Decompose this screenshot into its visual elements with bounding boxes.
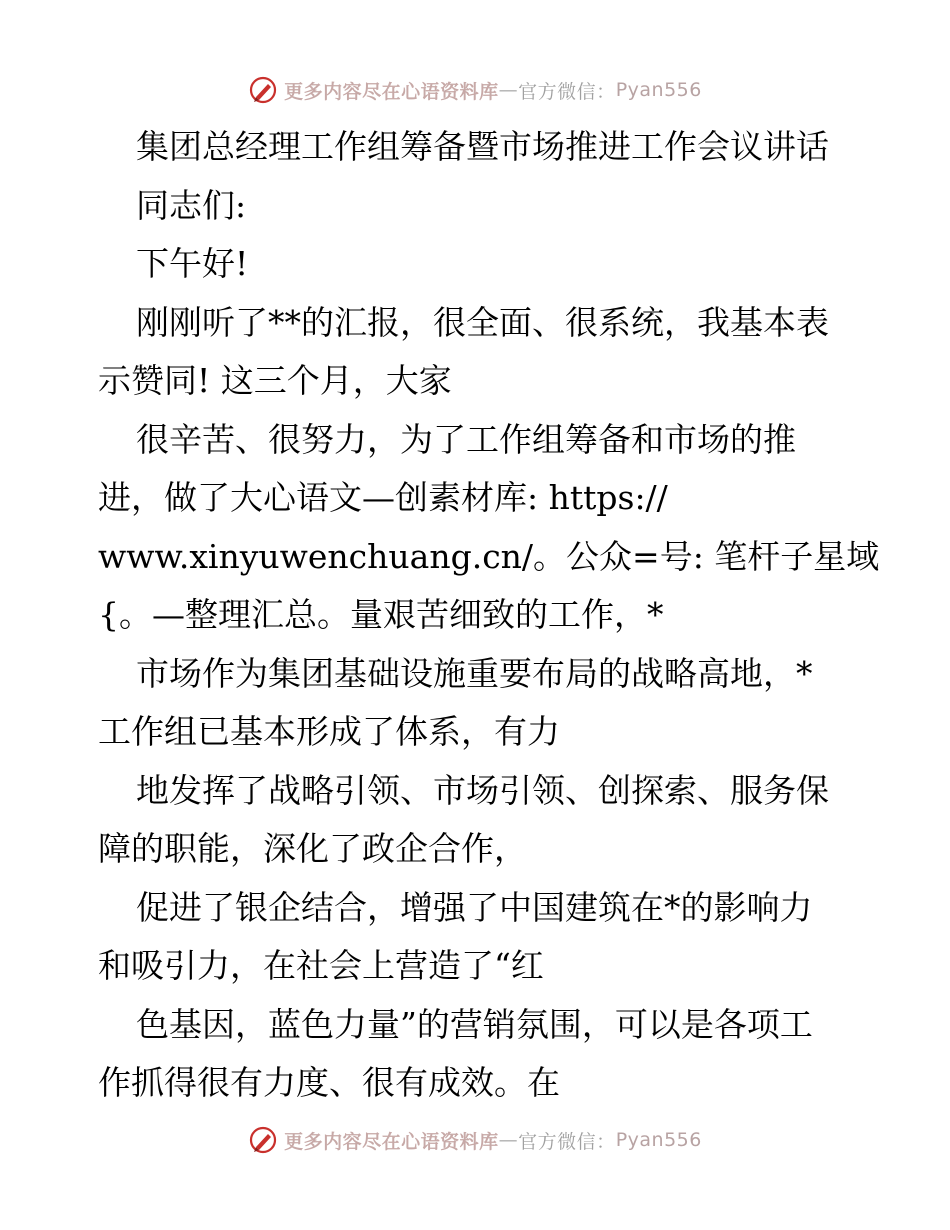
banner-main-text: 更多内容尽在心语资料库 xyxy=(284,1130,499,1153)
text-line: 作抓得很有力度、很有成效。在 xyxy=(98,1063,560,1102)
text-line: 工作组已基本形成了体系，有力 xyxy=(98,712,560,751)
text-line: 刚刚听了**的汇报，很全面、很系统，我基本表 xyxy=(136,302,829,342)
text-line: 下午好! xyxy=(136,244,249,283)
pen-logo-icon xyxy=(248,75,278,105)
banner-main-text: 更多内容尽在心语资料库 xyxy=(284,80,499,103)
text-line: 色基因，蓝色力量”的营销氛围，可以是各项工 xyxy=(136,1004,813,1044)
pen-logo-icon xyxy=(248,1125,278,1155)
banner-dash: — xyxy=(498,79,519,101)
speech-title: 集团总经理工作组筹备暨市场推进工作会议讲话 xyxy=(136,127,829,166)
text-line: 示赞同! 这三个月，大家 xyxy=(98,361,452,400)
text-line: 促进了银企结合，增强了中国建筑在*的影响力 xyxy=(136,887,813,927)
header-watermark-banner xyxy=(0,70,950,110)
speech-body xyxy=(0,118,950,1113)
banner-dash: — xyxy=(498,1129,519,1151)
banner-wechat-label: 官方微信： xyxy=(518,1130,616,1153)
banner-wechat-label: 官方微信： xyxy=(518,80,616,103)
text-line: 进，做了大心语文—创素材库: https:// xyxy=(98,478,668,517)
text-line: 和吸引力，在社会上营造了“红 xyxy=(98,946,544,985)
text-line: 市场作为集团基础设施重要布局的战略高地，* xyxy=(136,653,813,693)
text-line: {。—整理汇总。量艰苦细致的工作，* xyxy=(98,595,664,634)
footer-watermark-banner xyxy=(0,1120,950,1160)
banner-wechat-id: Pyan556 xyxy=(615,1129,702,1151)
text-line: www.xinyuwenchuang.cn/。公众=号: 笔杆子星域 xyxy=(98,536,880,576)
text-line: 障的职能，深化了政企合作， xyxy=(98,829,527,868)
banner-wechat-id: Pyan556 xyxy=(615,79,702,101)
text-line: 很辛苦、很努力，为了工作组筹备和市场的推 xyxy=(136,419,796,459)
text-line: 同志们: xyxy=(136,185,247,225)
text-line: 地发挥了战略引领、市场引领、创探索、服务保 xyxy=(136,770,829,810)
